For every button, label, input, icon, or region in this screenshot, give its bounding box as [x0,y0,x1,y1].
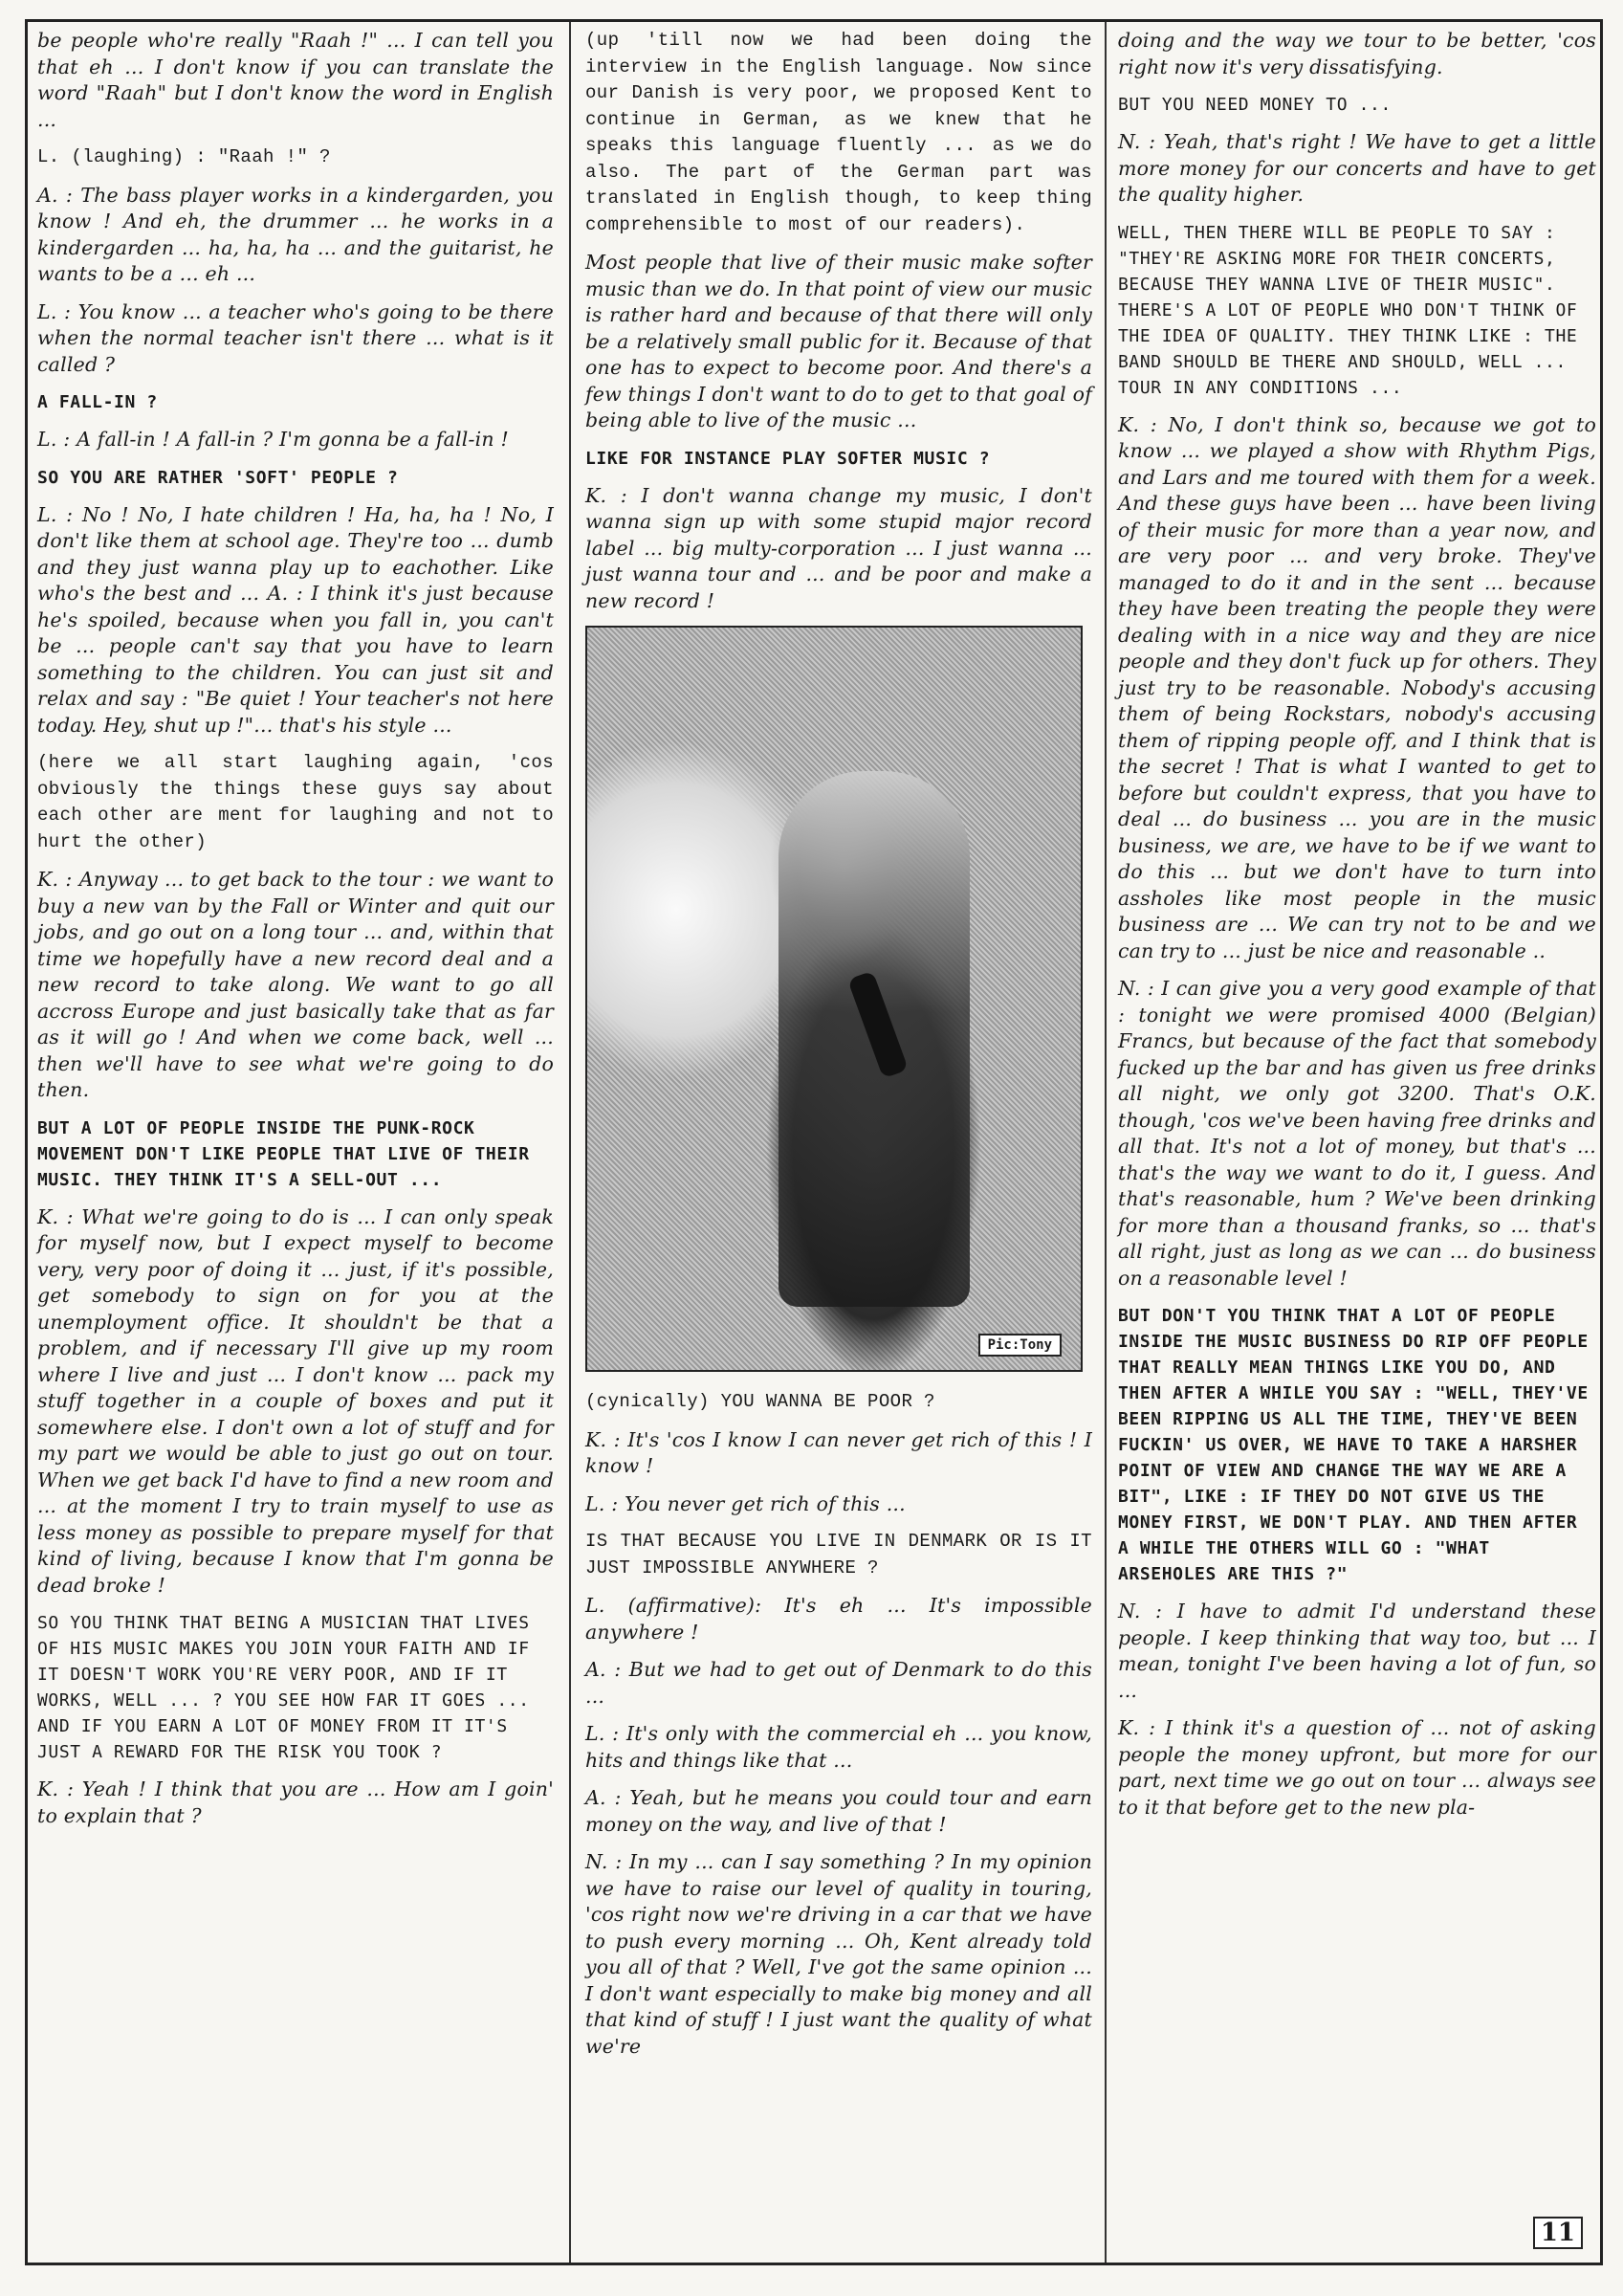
column-divider [569,22,571,2263]
interview-answer: K. : I think it's a question of ... not of asking people the money upfront, but more for our part, next time we go out on tour ... always see to it that before get to the new pla- [1118,1716,1603,1819]
editor-note: (cynically) YOU WANNA BE POOR ? [585,1391,935,1412]
interview-answer: L. (affirmative): It's eh ... It's impossible anywhere ! [585,1594,1099,1644]
interview-answer: N. : I have to admit I'd understand these people. I keep thinking that way too, but ... I mean, tonight I've been having a lot of fun, so ... [1118,1600,1603,1702]
interview-answer: L. : You know ... a teacher who's going to be there when the normal teacher isn't there ... what is it called ? [37,299,560,376]
editor-note: (up 'till now we had been doing the interview in the English language. Now since our Danish is very poor, we proposed Kent to continue in German, as we knew that he speaks this language fluently ... as we do also. The part of the German part was translated in English though, to keep thing comprehensible to most of our readers). [585,30,1104,235]
interview-answer: K. : It's 'cos I know I can never get rich of this ! I know ! [585,1427,1099,1477]
editor-note: (here we all start laughing again, 'cos obviously the things these guys say about each other are ment for laughing and not to hurt the other) [37,752,565,852]
interview-answer: L. : No ! No, I hate children ! Ha, ha, ha ! No, I don't like them at school age. They're too ... dumb and they just wanna play up to eachother. Like who's the best and ... A. : I think it's just because he's spoiled, because when you fall in, you can't be ... people can't say that you have to learn something to the children. You can just sit and relax and say : "Be quiet ! Your teacher's not here today. Hey, shut up !"... that's his style ... [37,502,560,737]
interview-answer: K. : Yeah ! I think that you are ... How am I goin' to explain that ? [37,1777,560,1827]
interview-answer: A. : Yeah, but he means you could tour and earn money on the way, and live of that ! [585,1786,1099,1836]
band-photo [585,626,1083,1372]
photo-credit: Pic:Tony [978,1334,1062,1357]
interview-answer: K. : What we're going to do is ... I can only speak for myself now, but I expect myself to become very, very poor of doing it ... just, if it's possible, get somebody to sign on for you at the unemployment office. It shouldn't be that a problem, and if necessary I'll give up my room where I live and just ... I don't know ... pack my stuff together in a couple of boxes and put it somewhere else. I don't own a lot of stuff and for my part we would be able to just go out on tour. When we get back I'd have to find a new room and ... at the moment I try to train myself to use as less money as possible to prepare myself for that kind of living, because I know that I'm gonna be dead broke ! [37,1204,560,1597]
interview-question: BUT DON'T YOU THINK THAT A LOT OF PEOPLE INSIDE THE MUSIC BUSINESS DO RIP OFF PEOPLE THAT REALLY MEAN THINGS LIKE YOU DO, AND THEN AFTER A WHILE YOU SAY : "WELL, THEY'VE BEEN RIPPING US ALL THE TIME, THEY'VE BEEN FUCKIN' US OVER, WE HAVE TO TAKE A HARSHER POINT OF VIEW AND CHANGE THE WAY WE ARE A BIT", LIKE : IF THEY DO NOT GIVE US THE MONEY FIRST, WE DON'T PLAY. AND THEN AFTER A WHILE THE OTHERS WILL GO : "WHAT ARSEHOLES ARE THIS ?" [1118,1306,1600,1584]
text-column-3 [1118,28,1603,2257]
text-column-2 [585,28,1104,2257]
column-2-top-text [585,28,1104,614]
interview-answer: A. : The bass player works in a kindergarden, you know ! And eh, the drummer ... he works in a kindergarden ... ha, ha, ha ... and the guitarist, he wants to be a ... eh ... [37,183,560,285]
interview-answer: doing and the way we tour to be better, 'cos right now it's very dissatisfying. [1118,29,1603,78]
text-column-1 [37,28,565,2257]
interview-answer: be people who're really "Raah !" ... I can tell you that eh ... I don't know if you can translate the word "Raah" but I don't know the word in English ... [37,29,560,131]
interview-answer: L. : It's only with the commercial eh ... you know, hits and things like that ... [585,1722,1099,1772]
column-2-bottom-text [585,1389,1104,2060]
editor-note: L. (laughing) : "Raah !" ? [37,146,331,167]
interview-answer: K. : No, I don't think so, because we got to know ... we played a show with Rhythm Pigs, and Lars and me toured with them for a week. And these guys have been ... have been living of their music for more than a year now, and are very poor ... and very broke. They've managed to do it and in the sent ... because they have been treating the people they were dealing with in a nice way and they are nice people and they don't fuck up for others. They just try to be reasonable. Nobody's accusing them of being Rockstars, nobody's accusing them of ripping people off, and I think that is the secret ! That is what I wanted to get to before but couldn't express, that you have to deal ... do business ... you are in the music business, we are, we have to be if we want to do this ... but we don't have to turn into assholes like most people in the music business are ... We can try not to be and we can try to ... just be nice and reasonable .. [1118,412,1603,962]
interview-question: SO YOU ARE RATHER 'SOFT' PEOPLE ? [37,467,399,488]
interview-answer: A. : But we had to get out of Denmark to do this ... [585,1658,1099,1708]
interview-answer: K. : I don't wanna change my music, I don't wanna sign up with some stupid major record label ... big multy-corporation ... I just wanna ... just wanna tour and ... and be poor and make a new record ! [585,483,1099,612]
interview-answer: Most people that live of their music make softer music than we do. In that point of view our music is rather hard and because of that there will only be a relatively small public for it. Because of that one has to expect to become poor. And there's a few things I don't want to do to get to that goal of being able to live of the music ... [585,251,1099,431]
interview-answer: L. : A fall-in ! A fall-in ? I'm gonna be a fall-in ! [37,428,509,451]
interview-question: WELL, THEN THERE WILL BE PEOPLE TO SAY : "THEY'RE ASKING MORE FOR THEIR CONCERTS, BECAUSE THEY WANNA LIVE OF THEIR MUSIC". THERE'S A LOT OF PEOPLE WHO DON'T THINK OF THE IDEA OF QUALITY. THEY THINK LIKE : THE BAND SHOULD BE THERE AND SHOULD, WELL ... TOUR IN ANY CONDITIONS ... [1118,222,1589,398]
interview-answer: N. : In my ... can I say something ? In my opinion we have to raise our level of quality in touring, 'cos right now we're driving in a car that we have to push every morning ... Oh, Kent already told you all of that ? Well, I've got the same opinion ... I don't want especially to make big money and all that kind of stuff ! I just want the quality of what we're [585,1850,1099,2058]
column-divider [1105,22,1107,2263]
interview-question: LIKE FOR INSTANCE PLAY SOFTER MUSIC ? [585,448,991,469]
page-number: 11 [1533,2217,1583,2249]
interview-answer: L. : You never get rich of this ... [585,1491,906,1515]
interview-question: BUT YOU NEED MONEY TO ... [1118,95,1392,115]
editor-note: IS THAT BECAUSE YOU LIVE IN DENMARK OR IS IT JUST IMPOSSIBLE ANYWHERE ? [585,1531,1104,1578]
interview-question: SO YOU THINK THAT BEING A MUSICIAN THAT LIVES OF HIS MUSIC MAKES YOU JOIN YOUR FAITH AND IF IT DOESN'T WORK YOU'RE VERY POOR, AND IF IT WORKS, WELL ... ? YOU SEE HOW FAR IT GOES ... AND IF YOU EARN A LOT OF MONEY FROM IT IT'S JUST A REWARD FOR THE RISK YOU TOOK ? [37,1613,541,1762]
interview-question: A FALL-IN ? [37,392,158,412]
interview-answer: K. : Anyway ... to get back to the tour : we want to buy a new van by the Fall or Winter and quit our jobs, and go out on a long tour ... and, within that time we hopefully have a new record deal and a new record to take along. We want to go all accross Europe and just basically take that as far as it will go ! And when we come back, well ... then we'll have to see what we're going to do then. [37,868,560,1101]
magazine-page [25,19,1603,2265]
interview-answer: N. : I can give you a very good example of that : tonight we were promised 4000 (Belgian) Francs, but because of the fact that somebody fucked up the bar and has given us free drinks all night, we only got 3200. That's O.K. though, 'cos we've been having free drinks and all that. It's not a lot of money, but that's ... that's the way we want to do it, I guess. And that's reasonable, hum ? We've been drinking for more than a thousand franks, so ... that's all right, just as long as we can ... do business on a reasonable level ! [1118,977,1603,1290]
interview-question: BUT A LOT OF PEOPLE INSIDE THE PUNK-ROCK MOVEMENT DON'T LIKE PEOPLE THAT LIVE OF THEIR MUSIC. THEY THINK IT'S A SELL-OUT ... [37,1117,541,1190]
interview-answer: N. : Yeah, that's right ! We have to get a little more money for our concerts and have to get the quality higher. [1118,130,1603,206]
